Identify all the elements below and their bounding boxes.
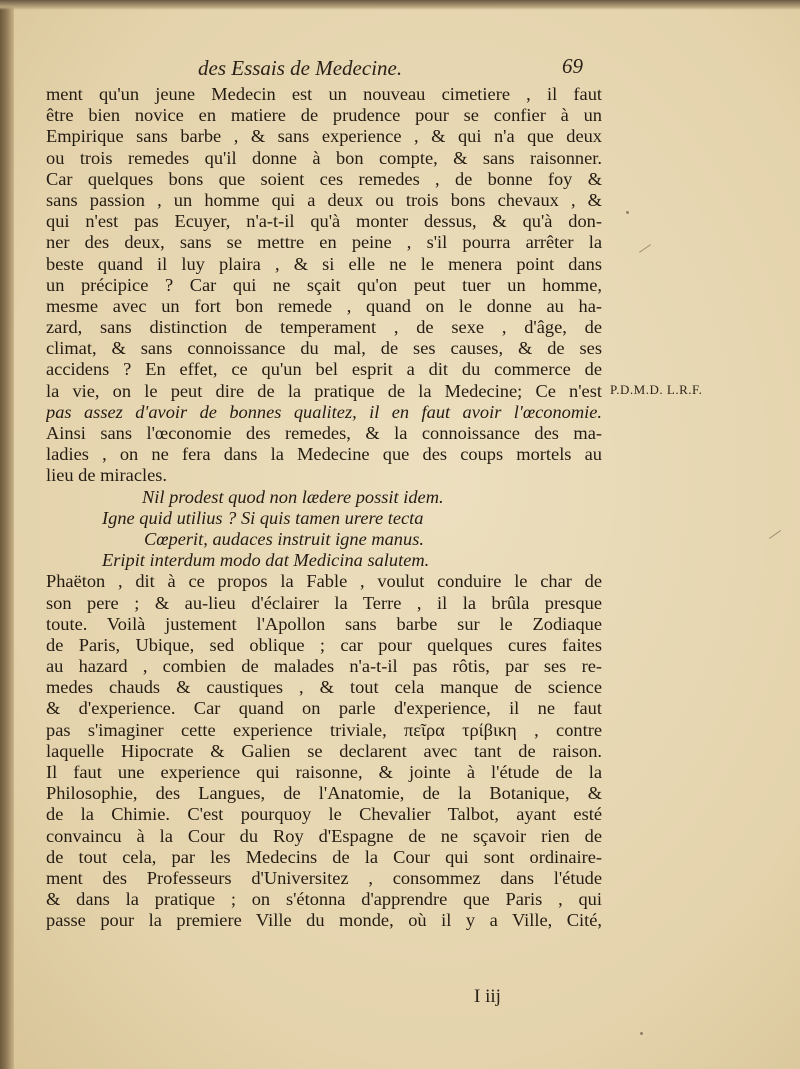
text-line: Phaëton , dit à ce propos la Fable , voulut conduire le char de [46,571,602,592]
text-line: de Paris, Ubique, sed oblique ; car pour quelques cures faites [46,634,602,655]
text-line: un précipice ? Car qui ne sçait qu'on peut tuer un homme, [46,274,602,295]
text-line: ladies , on ne fera dans la Medecine que des coups mortels au [46,444,602,465]
page-number: 69 [562,54,583,78]
page-top-edge [0,0,800,10]
text-line: & dans la pratique ; on s'étonna d'apprendre que Paris , qui [46,889,602,910]
text-line: pas s'imaginer cette experience triviale, πεῖρα τρίβικη , contre [46,719,602,740]
text-line: la vie, on le peut dire de la pratique de la Medecine; Ce n'est [46,380,602,401]
body-text [46,84,602,932]
running-head [0,52,800,82]
text-line: son pere ; & au-lieu d'éclairer la Terre , il la brûla presque [46,592,602,613]
text-line: Nil prodest quod non lædere possit idem. [142,486,444,507]
text-line: qui n'est pas Ecuyer, n'a-t-il qu'à monter dessus, & qu'à don- [46,211,602,232]
text-line: lieu de miracles. [46,465,168,486]
text-line: Ainsi sans l'œconomie des remedes, & la connoissance des ma- [46,423,602,443]
text-line: Eripit interdum modo dat Medicina salutem. [102,550,430,571]
text-line: être bien novice en matiere de prudence pour se confier à un [46,105,602,126]
margin-note: P.D.M.D. L.R.F. [610,382,703,397]
text-line: accidens ? En effet, ce qu'un bel esprit a dit du commerce de [46,359,602,380]
text-line: Igne quid utilius ? Si quis tamen urere tecta [102,507,424,528]
text-line: de tout cela, par les Medecins de la Cour qui sont ordinaire- [46,846,602,867]
text-line: Empirique sans barbe , & sans experience , & qui n'a que deux [46,126,602,147]
pencil-mark [769,530,781,539]
paper-speck [626,211,629,214]
text-line: sans passion , un homme qui a deux ou trois bons chevaux , & [46,189,602,210]
text-line: laquelle Hipocrate & Galien se declarent avec tant de raison. [46,740,602,761]
running-head-title: des Essais de Medecine. [198,56,403,80]
text-line: mesme avec un fort bon remede , quand on le donne au ha- [46,295,602,316]
text-line: ment qu'un jeune Medecin est un nouveau cimetiere , il faut [46,84,602,104]
text-line: beste quand il luy plaira , & si elle ne le menera point dans [46,253,602,274]
text-line: ou trois remedes qu'il donne à bon compte, & sans raisonner. [46,147,602,168]
text-line: zard, sans distinction de temperament , de sexe , d'âge, de [46,317,602,338]
text-line: Car quelques bons que soient ces remedes , de bonne foy & [46,168,602,189]
pencil-mark [639,244,651,253]
text-line: medes chauds & caustiques , & tout cela manque de science [46,677,602,698]
text-line: Philosophie, des Langues, de l'Anatomie, de la Botanique, & [46,783,602,804]
text-line: convaincu à la Cour du Roy d'Espagne de ne sçavoir rien de [46,825,602,846]
text-line: climat, & sans connoissance du mal, de ses causes, & de ses [46,338,602,359]
text-line: toute. Voilà justement l'Apollon sans barbe sur le Zodiaque [46,613,602,634]
text-line: ner des deux, sans se mettre en peine , s'il pourra arrêter la [46,232,602,253]
text-line: passe pour la premiere Ville du monde, où il y a Ville, Cité, [46,910,602,931]
text-line: pas assez d'avoir de bonnes qualitez, il en faut avoir l'œconomie. [46,401,602,422]
text-line: Il faut une experience qui raisonne, & jointe à l'étude de la [46,762,602,782]
text-line: Cœperit, audaces instruit igne manus. [144,528,424,549]
text-line: de la Chimie. C'est pourquoy le Chevalier Talbot, ayant esté [46,804,602,825]
paper-speck [640,1032,643,1035]
text-line: & d'experience. Car quand on parle d'experience, il ne faut [46,698,602,719]
page-gutter [0,0,14,1069]
text-line: au hazard , combien de malades n'a-t-il pas rôtis, par ses re- [46,656,602,677]
text-line: ment des Professeurs d'Universitez , consommez dans l'étude [46,867,602,888]
signature-mark: I iij [474,986,501,1007]
